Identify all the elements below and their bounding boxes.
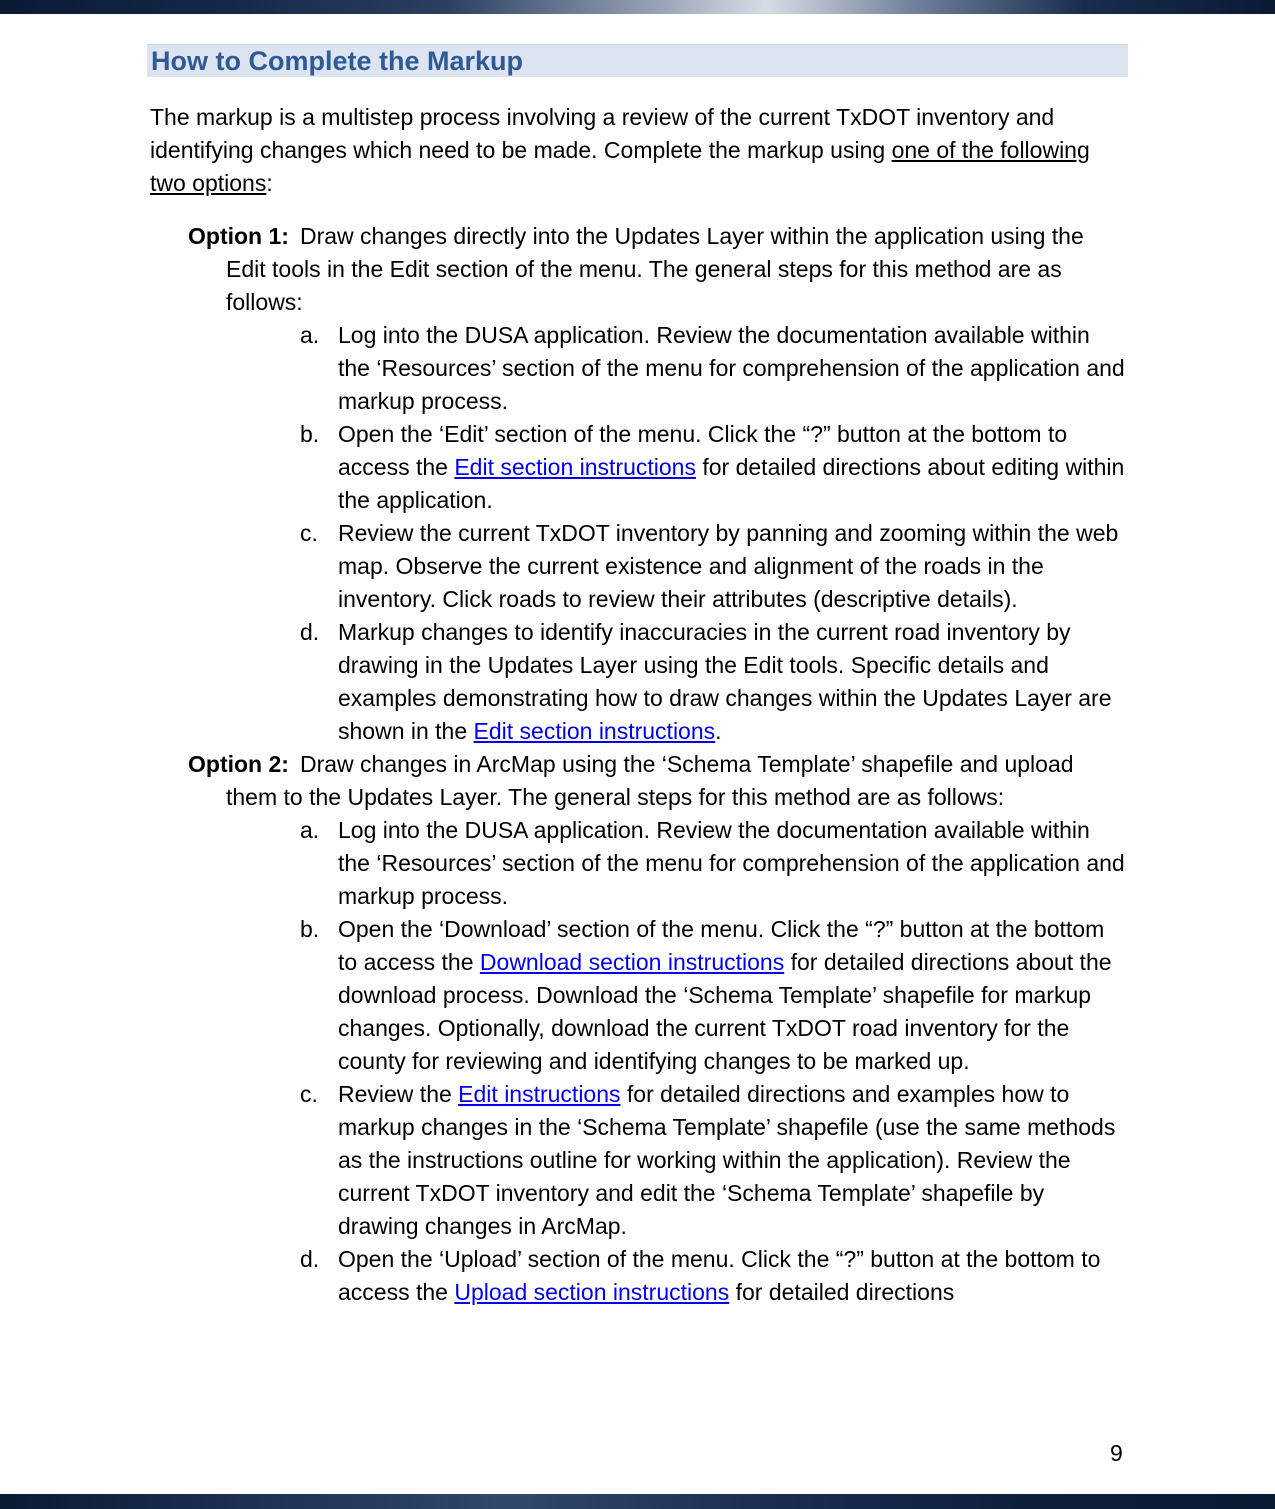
- option-1-steps: [150, 319, 1125, 748]
- list-marker: d.: [300, 619, 320, 645]
- intro-colon: :: [266, 170, 273, 196]
- list-marker: c.: [300, 520, 318, 546]
- list-item-text: Open the ‘Upload’ section of the menu. Click the “?” button at the bottom to access the: [338, 1246, 1101, 1305]
- option-1: [150, 220, 1125, 319]
- list-item-text: Log into the DUSA application. Review the documentation available within the ‘Resources’ section of the menu for comprehension of the application and markup process.: [338, 817, 1125, 909]
- footer-band: [0, 1494, 1275, 1509]
- list-item: [150, 517, 1125, 616]
- document-body: [150, 101, 1125, 1309]
- list-item-text: Open the ‘Download’ section of the menu. Click the “?” button at the bottom to access the: [338, 916, 1105, 975]
- list-item-text: Review the current TxDOT inventory by panning and zooming within the web map. Observe the current existence and alignment of the roads in the inventory. Click roads to review their attributes (descriptive details).: [338, 520, 1119, 612]
- list-item-text: Markup changes to identify inaccuracies in the current road inventory by drawing in the Updates Layer using the Edit tools. Specific details and examples demonstrating how to draw changes within the Updates Layer are shown in the: [338, 619, 1112, 744]
- list-item-text: Log into the DUSA application. Review the documentation available within the ‘Resources’ section of the menu for comprehension of the application and markup process.: [338, 322, 1125, 414]
- list-item: [150, 616, 1125, 748]
- option-1-label: Option 1:: [188, 223, 289, 249]
- list-item-text: for detailed directions about the download process. Download the ‘Schema Template’ shapefile for markup changes. Optionally, download the current TxDOT road inventory for the county for reviewing and identifying changes to be marked up.: [338, 949, 1112, 1074]
- list-marker: a.: [300, 322, 320, 348]
- option-2-text: Draw changes in ArcMap using the ‘Schema Template’ shapefile and upload them to the Updates Layer. The general steps for this method are as follows:: [226, 751, 1074, 810]
- intro-text: The markup is a multistep process involving a review of the current TxDOT inventory and identifying changes which need to be made. Complete the markup using: [150, 104, 1055, 163]
- list-marker: b.: [300, 421, 320, 447]
- option-1-text: Draw changes directly into the Updates Layer within the application using the Edit tools in the Edit section of the menu. The general steps for this method are as follows:: [226, 223, 1084, 315]
- option-2-steps: [150, 814, 1125, 1309]
- list-item: [150, 418, 1125, 517]
- option-2: [150, 748, 1125, 814]
- intro-underlined-text: one of the following two options: [150, 137, 1090, 196]
- intro-paragraph: [150, 101, 1125, 200]
- list-item: [150, 814, 1125, 913]
- list-item-text: for detailed directions: [729, 1279, 955, 1305]
- download-section-instructions-link[interactable]: Download section instructions: [479, 949, 785, 975]
- section-heading: How to Complete the Markup: [151, 46, 524, 76]
- edit-section-instructions-link[interactable]: Edit section instructions: [473, 718, 716, 744]
- list-item-text: for detailed directions about editing within the application.: [338, 454, 1125, 513]
- upload-section-instructions-link[interactable]: Upload section instructions: [454, 1279, 730, 1305]
- list-item: [150, 1243, 1125, 1309]
- list-item: [150, 319, 1125, 418]
- edit-section-instructions-link[interactable]: Edit section instructions: [454, 454, 696, 480]
- option-2-label: Option 2:: [188, 751, 289, 777]
- list-marker: b.: [300, 916, 320, 942]
- list-item: [150, 913, 1125, 1078]
- section-heading-bar: [147, 44, 1128, 77]
- list-item-text: for detailed directions and examples how to markup changes in the ‘Schema Template’ shapefile (use the same methods as the instructions outline for working within the application). Review the current TxDOT inventory and edit the ‘Schema Template’ shapefile by drawing changes in ArcMap.: [338, 1081, 1116, 1239]
- list-marker: a.: [300, 817, 320, 843]
- list-item-text: .: [715, 718, 722, 744]
- list-item-text: Open the ‘Edit’ section of the menu. Click the “?” button at the bottom to access the: [338, 421, 1068, 480]
- list-marker: d.: [300, 1246, 320, 1272]
- list-item: [150, 1078, 1125, 1243]
- list-item-text: Review the: [338, 1081, 459, 1107]
- edit-instructions-link[interactable]: Edit instructions: [458, 1081, 621, 1107]
- header-band: [0, 0, 1275, 14]
- page-number: 9: [1110, 1440, 1123, 1466]
- list-marker: c.: [300, 1081, 318, 1107]
